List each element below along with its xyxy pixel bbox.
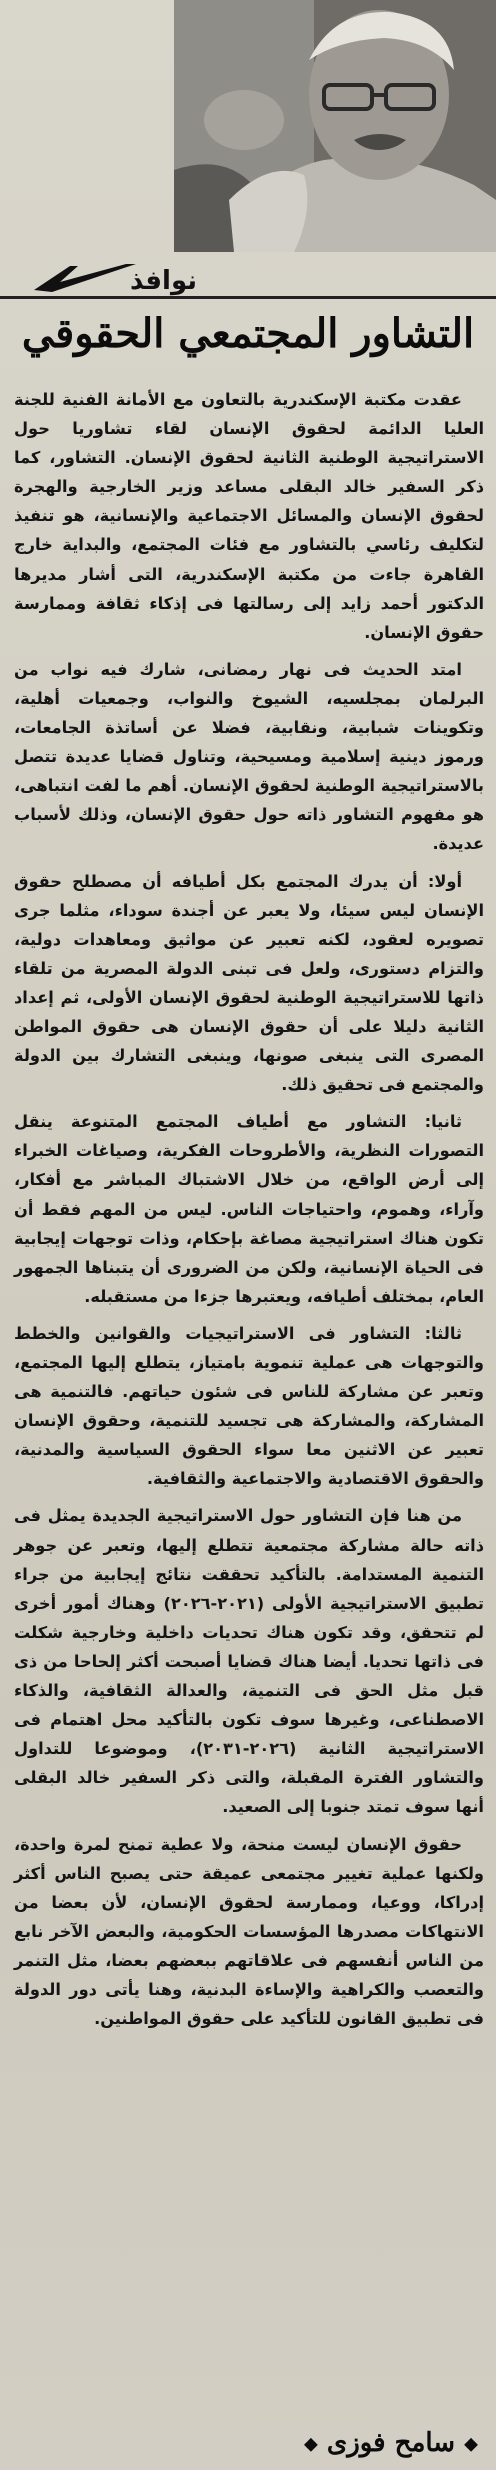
- article-paragraph: عقدت مكتبة الإسكندرية بالتعاون مع الأمانة الفنية للجنة العليا الدائمة لحقوق الإنسان لقاء تشاوريا حول الاستراتيجية الوطنية الثانية لحقوق الإنسان. التشاور، كما ذكر السفير خالد البقلى مساعد وزير الخارجية والهجرة لحقوق الإنسان والمسائل الاجتماعية والإنسانية، هو تنفيذ لتكليف رئاسي بالتشاور مع فئات المجتمع، والبداية خارج القاهرة جاءت من مكتبة الإسكندرية، التى أشار مديرها الدكتور أحمد زايد إلى رسالتها فى إذكاء ثقافة وممارسة حقوق الإنسان.: [14, 390, 484, 642]
- swoosh-logo-icon: [30, 260, 140, 294]
- diamond-icon: ◆: [464, 2433, 478, 2455]
- article-paragraph: أولا: أن يدرك المجتمع بكل أطيافه أن مصطلح حقوق الإنسان ليس سيئا، ولا يعبر عن أجندة سوداء، مثلما جرى تصويره لعقود، لكنه تعبير عن مواثيق ومعاهدات دولية، والتزام دستورى، ولعل فى تبنى الدولة المصرية من تلقاء ذاتها للاستراتيجية الوطنية لحقوق الإنسان الأولى، ثم إعداد الثانية دليلا على أن حقوق الإنسان هى حقوق المواطن المصرى التى ينبغى صونها، وينبغى التشارك بين الدولة والمجتمع فى تحقيق ذلك.: [14, 871, 484, 1095]
- column-brand-bar: [0, 256, 496, 304]
- author-photo: [174, 0, 496, 252]
- article-paragraph: امتد الحديث فى نهار رمضانى، شارك فيه نواب من البرلمان بمجلسيه، الشيوخ والنواب، وجمعيات أهلية، وتكوينات شبابية، ونقابية، فضلا عن أساتذة الجامعات، ورموز دينية إسلامية ومسيحية، وتناول قضايا عديدة تتصل بالاستراتيجية الوطنية لحقوق الإنسان. أهم ما لفت انتباهى، هو مفهوم التشاور ذاته حول حقوق الإنسان، وذلك لأسباب عديدة.: [14, 659, 484, 854]
- article-headline: التشاور المجتمعي الحقوقي: [21, 310, 475, 357]
- article-body: [14, 385, 484, 2041]
- article-paragraph: حقوق الإنسان ليست منحة، ولا عطية تمنح لمرة واحدة، ولكنها عملية تغيير مجتمعى عميقة حتى يصبح الناس أكثر إدراكا، ووعيا، وممارسة لحقوق الإنسان، لأن بعضا من الانتهاكات مصدرها المؤسسات الحكومية، والبعض الآخر نابع من الناس أنفسهم فى علاقاتهم ببعضهم بعضا، مثل التنمر والتعصب والكراهية والإساءة البدنية، وهنا يأتى دور الدولة فى تطبيق القانون للتأكيد على حقوق المواطنين.: [14, 1834, 484, 2029]
- diamond-icon: ◆: [303, 2433, 318, 2455]
- header-rule: [0, 296, 496, 299]
- column-label: نوافذ: [130, 266, 198, 296]
- author-name: سامح فوزى: [326, 2428, 456, 2458]
- article-paragraph: ثانيا: التشاور مع أطياف المجتمع المتنوعة ينقل التصورات النظرية، والأطروحات الفكرية، وصياغات الخبراء إلى أرض الواقع، من خلال الاشتباك المباشر مع أفكار، وآراء، وهموم، واحتياجات الناس. ليس من المهم فقط أن تكون هناك استراتيجية مصاغة بإحكام، وذات توجهات إيجابية فى الحياة الإنسانية، ولكن من الضرورى أن يتبناها الجمهور العام، بمختلف أطيافه، ويعتبرها جزءا من مستقبله.: [14, 1112, 484, 1306]
- author-byline: [304, 2428, 478, 2458]
- article-paragraph: ثالثا: التشاور فى الاستراتيجيات والقوانين والخطط والتوجهات هى عملية تنموية بامتياز، يتطلع إليها المجتمع، وتعبر عن مشاركة للناس فى شئون حياتهم. فالتنمية هى المشاركة، والمشاركة هى تجسيد للتنمية، وحقوق الإنسان تعبير عن الاثنين معا سواء الحقوق السياسية والمدنية، والحقوق الاقتصادية والاجتماعية والثقافية.: [14, 1323, 484, 1489]
- article-paragraph: من هنا فإن التشاور حول الاستراتيجية الجديدة يمثل فى ذاته حالة مشاركة مجتمعية تتطلع إليها، وتعبر عن جوهر التنمية المستدامة. بالتأكيد تحققت نتائج إيجابية من جراء تطبيق الاستراتيجية الأولى (٢٠٢١-٢٠٢٦) وهناك أمور أخرى لم تتحقق، وقد تكون هناك تحديات داخلية وخارجية شكلت فى ذاتها تحديا. أيضا هناك قضايا أصبحت أكثر إلحاحا من ذى قبل مثل الحق فى التنمية، والعدالة الثقافية، والذكاء الاصطناعى، وغيرها سوف تكون بالتأكيد محل اهتمام فى الاستراتيجية الثانية (٢٠٢٦-٢٠٣١)، وموضوعا للتداول والتشاور الفترة المقبلة، والتى ذكر السفير خالد البقلى أنها سوف تمتد جنوبا إلى الصعيد.: [14, 1506, 485, 1817]
- author-portrait-image: [174, 0, 496, 252]
